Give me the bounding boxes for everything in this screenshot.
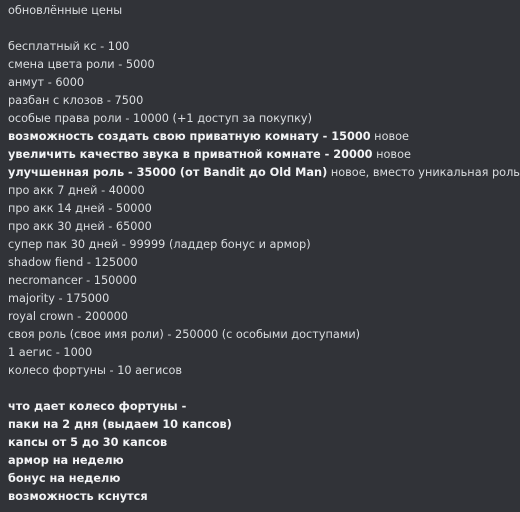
price-bold: увеличить качество звука в приватной комнате - 20000 <box>8 148 373 161</box>
price-text: разбан с клозов - 7500 <box>8 94 144 107</box>
price-text: бесплатный кс - 100 <box>8 40 130 53</box>
price-text: про акк 7 дней - 40000 <box>8 184 145 197</box>
price-line <box>8 56 492 74</box>
price-line <box>8 128 492 146</box>
price-text: новое <box>370 130 410 143</box>
price-line <box>8 362 492 380</box>
price-bold: улучшенная роль - 35000 (от Bandit до Old Man) <box>8 166 328 179</box>
price-text: своя роль (свое имя роли) - 250000 (с особыми доступами) <box>8 328 361 341</box>
price-text: колесо фортуны - 10 аегисов <box>8 364 183 377</box>
blank-line <box>8 20 492 38</box>
price-text: royal crown - 200000 <box>8 310 128 323</box>
price-text: necromancer - 150000 <box>8 274 137 287</box>
wheel-line: что дает колесо фортуны - <box>8 400 187 413</box>
price-line <box>8 290 492 308</box>
price-line <box>8 236 492 254</box>
price-text: особые права роли - 10000 (+1 доступ за покупку) <box>8 112 313 125</box>
price-line <box>8 218 492 236</box>
wheel-line: возможность кснутся <box>8 490 148 503</box>
price-text: новое <box>372 148 411 161</box>
price-line <box>8 92 492 110</box>
price-text: супер пак 30 дней - 99999 (ладдер бонус и армор) <box>8 238 311 251</box>
wheel-line: армор на неделю <box>8 454 124 467</box>
price-line <box>8 344 492 362</box>
price-text: про акк 30 дней - 65000 <box>8 220 152 233</box>
price-line <box>8 146 492 164</box>
price-line <box>8 308 492 326</box>
price-text: новое, вместо уникальная роль <box>327 166 520 179</box>
price-text: majority - 175000 <box>8 292 110 305</box>
price-line <box>8 272 492 290</box>
price-line <box>8 38 492 56</box>
blank-line <box>8 380 492 398</box>
price-text: shadow fiend - 125000 <box>8 256 138 269</box>
price-text: смена цвета роли - 5000 <box>8 58 155 71</box>
price-line <box>8 110 492 128</box>
price-line <box>8 182 492 200</box>
wheel-line: паки на 2 дня (выдаем 10 капсов) <box>8 418 232 431</box>
wheel-line: капсы от 5 до 30 капсов <box>8 436 168 449</box>
price-line <box>8 74 492 92</box>
price-text: анмут - 6000 <box>8 76 85 89</box>
price-text: 1 аегис - 1000 <box>8 346 93 359</box>
price-line <box>8 254 492 272</box>
price-line <box>8 164 520 182</box>
price-bold: возможность создать свою приватную комнату - 15000 <box>8 130 371 143</box>
wheel-line: бонус на неделю <box>8 472 121 485</box>
price-line <box>8 200 492 218</box>
message-title: обновлённые цены <box>8 4 123 17</box>
price-text: про акк 14 дней - 50000 <box>8 202 152 215</box>
price-line <box>8 326 492 344</box>
